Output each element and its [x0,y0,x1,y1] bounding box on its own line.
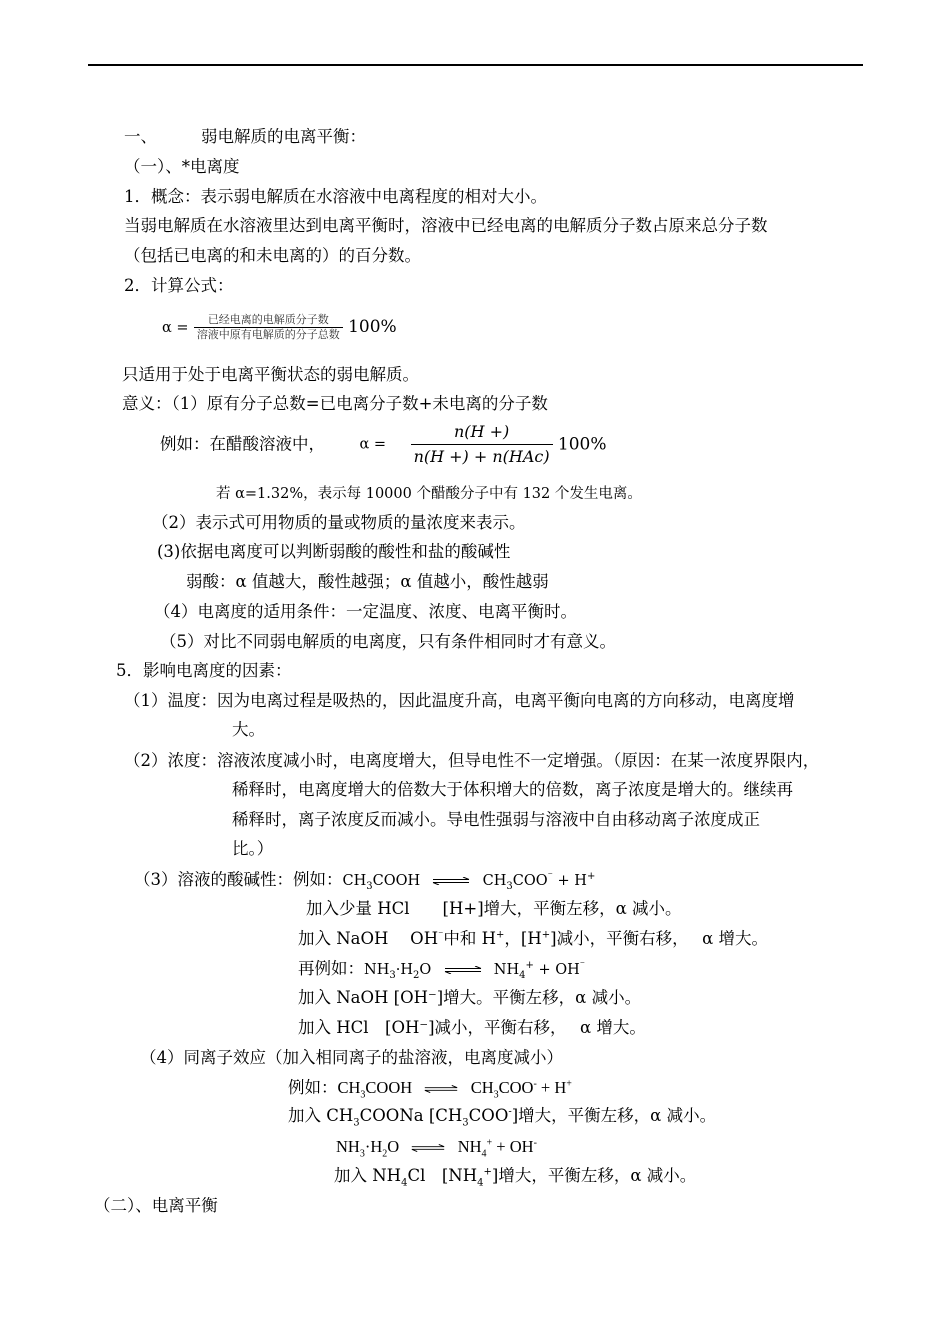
paragraph: 加入 $CH_3COONa$ $[CH_3COO^-]$增大，平衡左移，α 减小。 [288,1106,717,1129]
paragraph: 意义：（1）原有分子总数=已电离分子数+未电离的分子数 [122,394,548,413]
formula-percent: 100% [348,317,397,337]
paragraph: 稀释时，离子浓度反而减小。导电性强弱与溶液中自由移动离子浓度成正 [232,810,760,829]
equation-ammonia-2: $NH_3\cdot H_2O$ $NH_4^+ + OH^-$ [336,1137,537,1160]
formula-ionization-degree [162,313,397,342]
paragraph: 加入 NaOH OH⁻中和 H+，[H+]减小，平衡右移， α 增大。 [298,929,768,948]
formula-numerator: 已经电离的电解质分子数 [194,313,343,328]
paragraph: 若 α=1.32%，表示每 10000 个醋酸分子中有 132 个发生电离。 [216,486,642,502]
paragraph: 加入少量 HCl [H+]增大，平衡左移，α 减小。 [306,899,682,918]
paragraph: 1．概念：表示弱电解质在水溶液中电离程度的相对大小。 [124,187,547,206]
paragraph: 大。 [232,720,265,739]
paragraph: 当弱电解质在水溶液里达到电离平衡时，溶液中已经电离的电解质分子数占原来总分子数 [124,216,768,235]
equation-lead: 再例如： [298,959,364,978]
equation-lead: （3）溶液的酸碱性：例如： [134,870,343,889]
formula-alpha: α = [162,320,189,336]
formula-alpha: α = [359,436,387,453]
paragraph: （4）电离度的适用条件：一定温度、浓度、电离平衡时。 [154,602,577,621]
paragraph: 加入 HCl [OH⁻]减小，平衡右移， α 增大。 [298,1018,646,1037]
equation-acetic-acid-2: 例如：$CH_3COOH$ $CH_3COO^- + H^+$ [288,1078,572,1101]
formula-acetic-acid [160,420,607,469]
equilibrium-arrow-icon [431,877,471,885]
formula-percent: 100% [557,434,607,455]
formula-denominator: n(H +) + n(HAc) [413,447,550,466]
paragraph: 比。） [232,839,274,858]
paragraph: 稀释时，电离度增大的倍数大于体积增大的倍数，离子浓度是增大的。继续再 [232,780,793,799]
equilibrium-arrow-icon [410,1144,446,1152]
paragraph: (3)依据电离度可以判断弱酸的酸性和盐的酸碱性 [157,542,511,561]
paragraph: 5．影响电离度的因素： [116,661,292,680]
section-number: 一、 [124,127,157,146]
equation-ammonia: 再例如：$NH_3\cdot H_2O$ $NH_4^+ + OH^{^-}$ [298,959,586,981]
formula-lead-text: 例如：在醋酸溶液中， [160,434,325,454]
subsection-heading: （一）、*电离度 [124,157,240,176]
paragraph: （1）温度：因为电离过程是吸热的，因此温度升高，电离平衡向电离的方向移动，电离度增 [124,691,795,710]
section-title: 弱电解质的电离平衡： [201,127,366,146]
equilibrium-arrow-icon [423,1085,459,1093]
formula-fraction [411,420,553,469]
equation-lead: 例如： [288,1078,338,1097]
paragraph: 加入 $NH_4Cl$ $[NH_4^+]$增大，平衡左移，α 减小。 [334,1166,697,1189]
paragraph: （包括已电离的和未电离的）的百分数。 [124,246,421,265]
paragraph: 弱酸：α 值越大，酸性越强；α 值越小，酸性越弱 [186,572,549,591]
section-heading [124,126,366,148]
formula-numerator: n(H +) [411,420,553,445]
paragraph: 加入 NaOH [OH⁻]增大。平衡左移，α 减小。 [298,988,642,1007]
equation-acetic-acid: （3）溶液的酸碱性：例如：$CH_3COOH$ $CH_3COO^{^-} + H^+$ [134,870,596,892]
header-rule [88,64,863,66]
paragraph: （2）表示式可用物质的量或物质的量浓度来表示。 [152,513,526,532]
formula-fraction [194,313,343,342]
paragraph: 只适用于处于电离平衡状态的弱电解质。 [122,365,419,384]
subsection-heading: （二）、电离平衡 [94,1196,218,1215]
paragraph: （2）浓度：溶液浓度减小时，电离度增大，但导电性不一定增强。（原因：在某一浓度界限内， [124,751,820,770]
formula-denominator: 溶液中原有电解质的分子总数 [196,328,340,341]
paragraph: 2．计算公式： [124,276,234,295]
paragraph: （4）同离子效应（加入相同离子的盐溶液，电离度减小） [140,1048,563,1067]
equilibrium-arrow-icon [443,966,483,974]
paragraph: （5）对比不同弱电解质的电离度，只有条件相同时才有意义。 [160,632,616,651]
